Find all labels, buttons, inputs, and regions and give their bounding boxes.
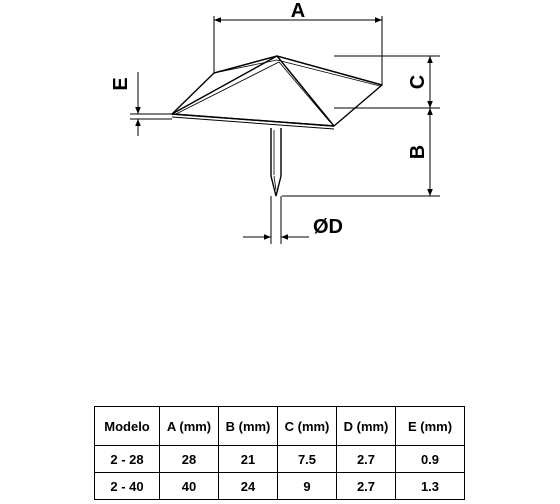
table-cell: 9 — [278, 473, 337, 500]
header-e: E (mm) — [396, 407, 465, 446]
table-row — [95, 446, 465, 473]
table-row — [95, 473, 465, 500]
nail-head — [172, 56, 382, 129]
nail-shank — [271, 128, 281, 196]
dimension-lines — [130, 16, 440, 244]
header-d: D (mm) — [337, 407, 396, 446]
table-cell: 1.3 — [396, 473, 465, 500]
table-cell: 24 — [219, 473, 278, 500]
header-a: A (mm) — [160, 407, 219, 446]
table-cell: 2.7 — [337, 473, 396, 500]
table-cell: 2 - 28 — [95, 446, 160, 473]
dimension-label-a: A — [290, 0, 306, 22]
specification-table — [94, 406, 465, 500]
dimension-label-e: E — [110, 77, 132, 91]
table-cell: 0.9 — [396, 446, 465, 473]
header-c: C (mm) — [278, 407, 337, 446]
header-b: B (mm) — [219, 407, 278, 446]
dimension-label-b: B — [407, 144, 429, 160]
dimension-label-d: ØD — [313, 216, 343, 238]
table-header-row — [95, 407, 465, 446]
table-cell: 7.5 — [278, 446, 337, 473]
header-modelo: Modelo — [95, 407, 160, 446]
table-cell: 40 — [160, 473, 219, 500]
table-cell: 21 — [219, 446, 278, 473]
table-cell: 28 — [160, 446, 219, 473]
dimension-label-c: C — [407, 74, 429, 90]
table-cell: 2.7 — [337, 446, 396, 473]
table-cell: 2 - 40 — [95, 473, 160, 500]
